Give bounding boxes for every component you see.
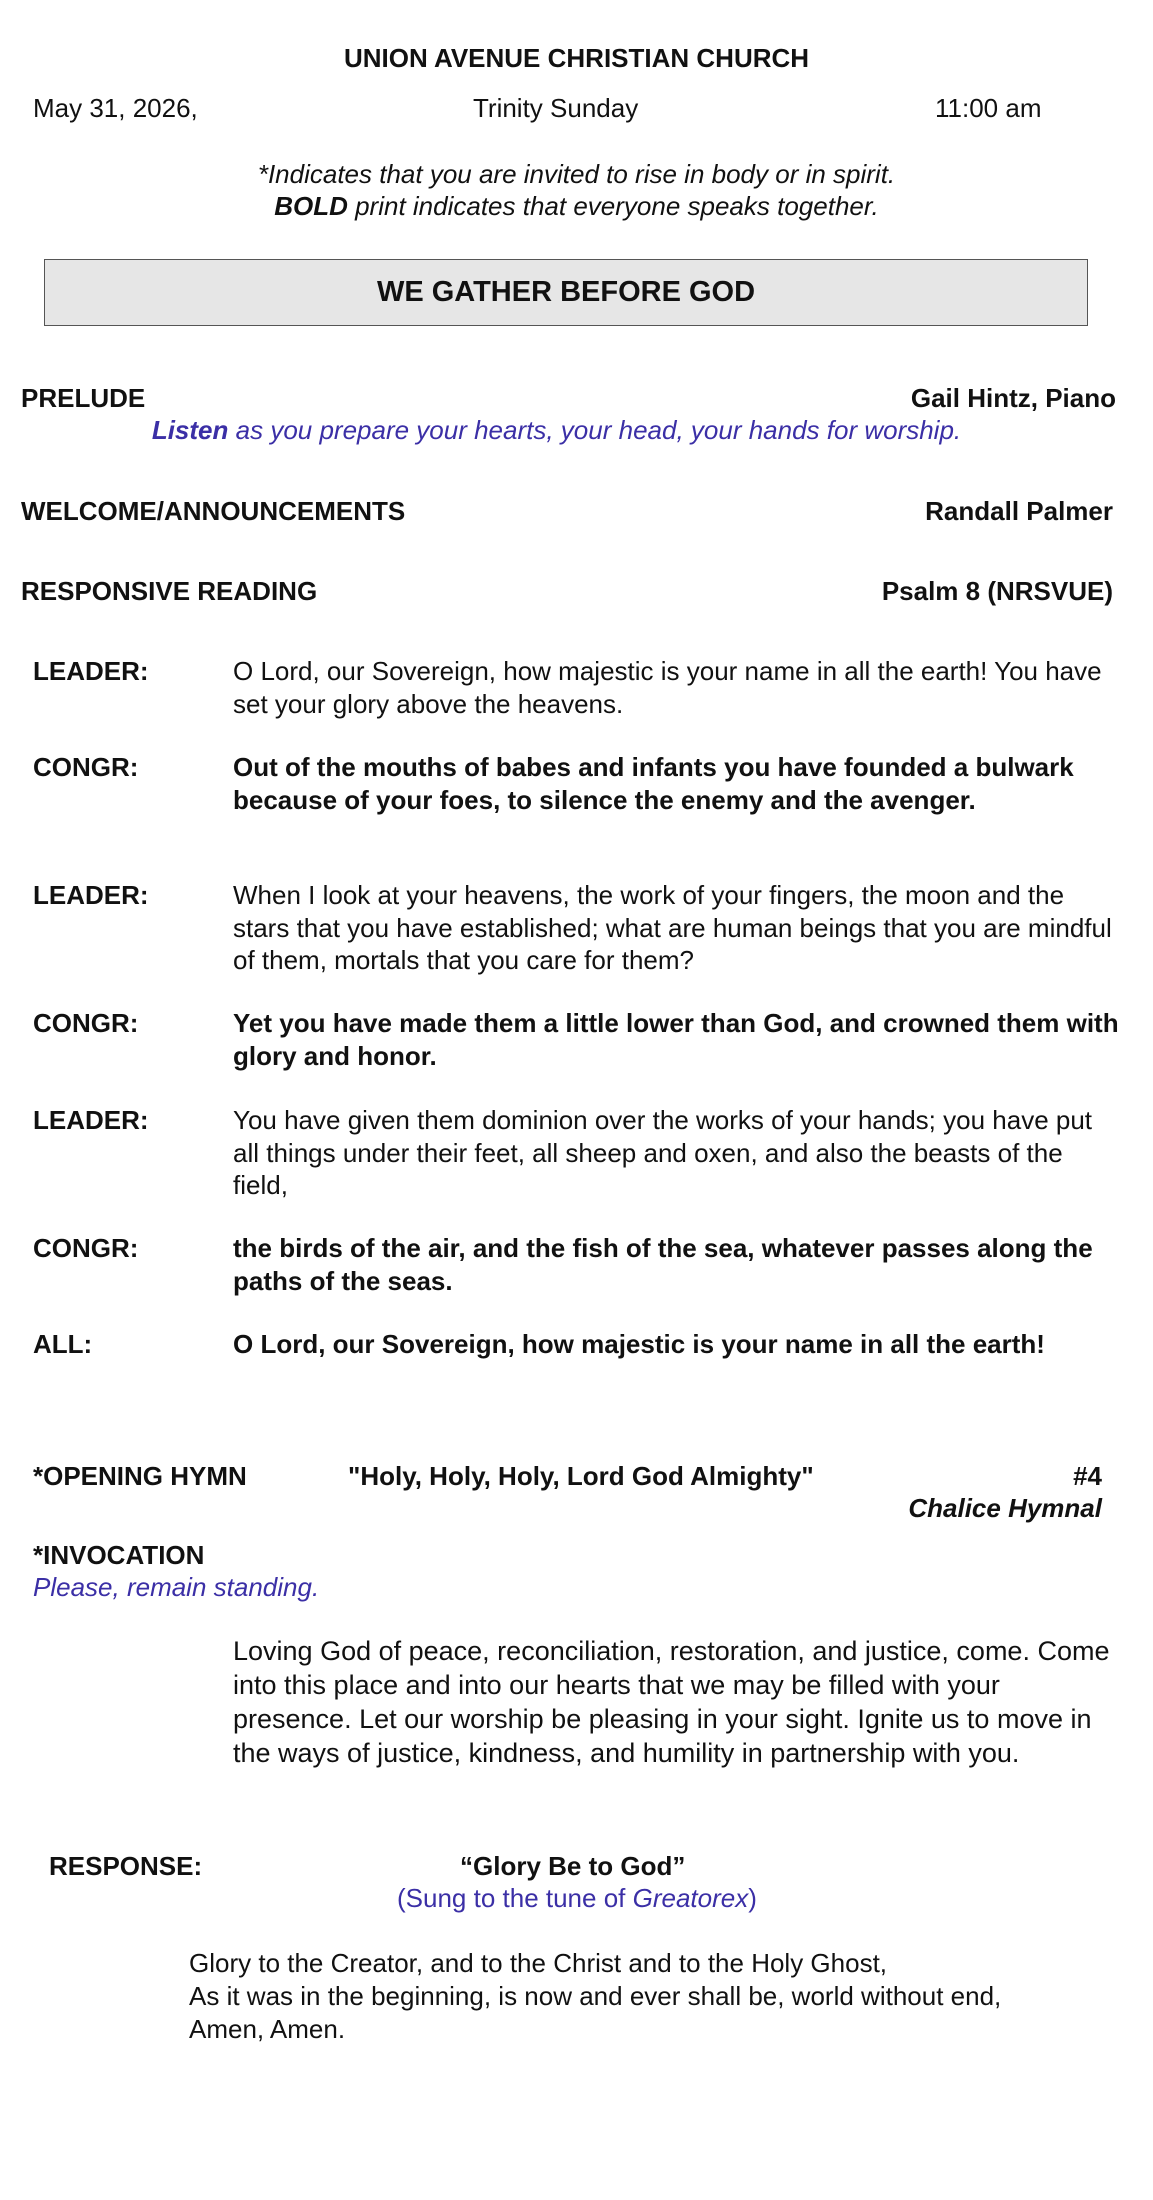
prelude-instruction <box>0 414 1133 446</box>
opening-hymn-number: #4 <box>1073 1461 1102 1491</box>
reading-text: O Lord, our Sovereign, how majestic is your name in all the earth! You have set your glory above the heavens. <box>233 656 1102 719</box>
invocation-label: *INVOCATION <box>33 1540 205 1570</box>
responsive-reading-label: RESPONSIVE READING <box>21 576 318 606</box>
opening-hymn-hymnal: Chalice Hymnal <box>908 1493 1102 1523</box>
reading-text: the birds of the air, and the fish of the sea, whatever passes along the paths of the seas. <box>233 1233 1093 1296</box>
reading-text: You have given them dominion over the works of your hands; you have put all things under their feet, all sheep and oxen, and also the beasts of the field, <box>233 1105 1093 1200</box>
reading-text: Out of the mouths of babes and infants you have founded a bulwark because of your foes, to silence the enemy and the avenger. <box>233 752 1074 815</box>
welcome-leader: Randall Palmer <box>925 496 1113 526</box>
response-lyric-line: Amen, Amen. <box>189 2014 346 2044</box>
prelude-instruction-keyword: Listen <box>151 415 229 445</box>
response-tune-name: Greatorex <box>632 1883 749 1913</box>
bold-note-keyword: BOLD <box>274 191 348 221</box>
reading-speaker: ALL: <box>33 1329 93 1359</box>
responsive-reading-reference: Psalm 8 (NRSVUE) <box>881 576 1113 606</box>
church-name: UNION AVENUE CHRISTIAN CHURCH <box>343 43 810 73</box>
reading-text: O Lord, our Sovereign, how majestic is your name in all the earth! <box>233 1329 1045 1359</box>
reading-speaker: LEADER: <box>33 1105 149 1135</box>
invocation-instruction: Please, remain standing. <box>33 1572 320 1602</box>
reading-speaker: CONGR: <box>33 1008 139 1038</box>
standing-note: *Indicates that you are invited to rise in body or in spirit. <box>257 159 896 189</box>
prelude-performer: Gail Hintz, Piano <box>910 383 1116 413</box>
reading-text: Yet you have made them a little lower than God, and crowned them with glory and honor. <box>233 1008 1119 1071</box>
response-tune-prefix: (Sung to the tune of <box>397 1883 633 1913</box>
invocation-text: Loving God of peace, reconciliation, restoration, and justice, come. Come into this place and into our hearts that we may be filled with your presence. Let our worship be pleasing in your sight. Ignite us to move in the ways of justice, kindness, and humility in partnership with you. <box>233 1636 1110 1768</box>
reading-speaker: CONGR: <box>33 1233 139 1263</box>
service-occasion: Trinity Sunday <box>473 93 639 123</box>
reading-text: When I look at your heavens, the work of your fingers, the moon and the stars that you have established; what are human beings that you are mindful of them, mortals that you care for them? <box>233 880 1112 975</box>
prelude-label: PRELUDE <box>21 383 146 413</box>
service-date: May 31, 2026, <box>33 93 198 123</box>
opening-hymn-label: *OPENING HYMN <box>33 1461 247 1491</box>
service-time: 11:00 am <box>935 93 1042 123</box>
opening-hymn-title: "Holy, Holy, Holy, Lord God Almighty" <box>348 1461 814 1491</box>
welcome-label: WELCOME/ANNOUNCEMENTS <box>21 496 406 526</box>
bold-note-text: print indicates that everyone speaks together. <box>347 191 879 221</box>
response-lyric-line: As it was in the beginning, is now and ever shall be, world without end, <box>189 1981 1002 2011</box>
section-banner: WE GATHER BEFORE GOD <box>44 259 1088 326</box>
reading-speaker: LEADER: <box>33 880 149 910</box>
reading-speaker: CONGR: <box>33 752 139 782</box>
prelude-instruction-text: as you prepare your hearts, your head, your hands for worship. <box>228 415 962 445</box>
reading-speaker: LEADER: <box>33 656 149 686</box>
bold-note <box>0 190 1153 222</box>
response-label: RESPONSE: <box>49 1851 203 1881</box>
response-tune-suffix: ) <box>748 1883 757 1913</box>
response-title: “Glory Be to God” <box>460 1851 686 1881</box>
response-tune <box>397 1882 757 1914</box>
response-lyric-line: Glory to the Creator, and to the Christ and to the Holy Ghost, <box>189 1948 888 1978</box>
